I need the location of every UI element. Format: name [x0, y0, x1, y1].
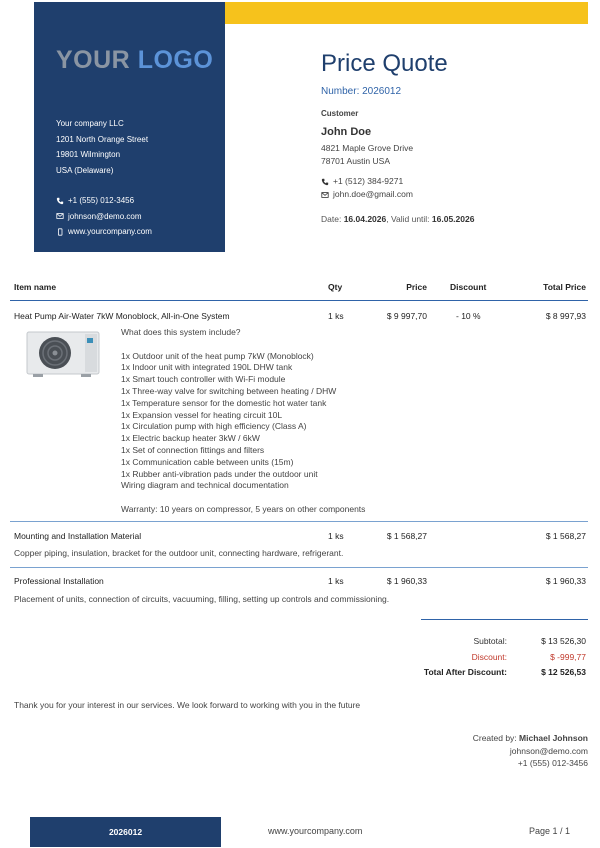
item-price: $ 1 568,27	[386, 531, 427, 541]
total-after-discount-value: $ 12 526,53	[541, 667, 586, 677]
customer-phone: +1 (512) 384-9271	[333, 176, 404, 186]
header-divider	[10, 300, 588, 301]
heat-pump-image	[25, 329, 103, 379]
created-by-label: Created by:	[472, 733, 520, 743]
document-title: Price Quote	[321, 50, 448, 77]
item-discount: - 10 %	[456, 311, 481, 321]
discount-value: $ -999,77	[550, 652, 586, 662]
item-qty: 1 ks	[328, 576, 344, 586]
company-phone-row	[56, 193, 152, 209]
item-description: Copper piping, insulation, bracket for the outdoor unit, connecting hardware, refrigerant.	[14, 548, 344, 558]
header-qty: Qty	[328, 282, 343, 292]
phone-icon	[321, 178, 329, 186]
company-web[interactable]: www.yourcompany.com	[68, 227, 152, 236]
company-phone: +1 (555) 012-3456	[68, 196, 135, 205]
customer-street: 4821 Maple Grove Drive	[321, 143, 414, 153]
header-discount: Discount	[450, 282, 487, 292]
page-indicator: Page 1 / 1	[528, 826, 570, 836]
item-name: Professional Installation	[14, 576, 104, 586]
mail-icon	[321, 191, 329, 199]
item-description: Placement of units, connection of circuits, vacuuming, filling, setting up controls and commissioning.	[14, 594, 390, 604]
company-city: 19801 Wilmington	[56, 150, 121, 159]
header-total: Total Price	[543, 282, 586, 292]
footer-website[interactable]: www.yourcompany.com	[268, 826, 363, 836]
company-country: USA (Delaware)	[56, 165, 114, 175]
totals-divider	[421, 619, 588, 620]
customer-email[interactable]: john.doe@gmail.com	[333, 189, 413, 199]
customer-address	[321, 142, 413, 167]
creator-name: Michael Johnson	[519, 733, 588, 743]
row-divider	[10, 567, 588, 568]
quote-dates: Date: 16.04.2026, Valid until: 16.05.2026	[321, 214, 475, 224]
subtotal-value: $ 13 526,30	[541, 636, 586, 646]
quote-valid-until: 16.05.2026	[431, 214, 475, 224]
header-price: Price	[406, 282, 427, 292]
row-divider	[10, 521, 588, 522]
item-qty: 1 ks	[328, 311, 344, 321]
item-total: $ 8 997,93	[545, 311, 586, 321]
company-address	[56, 116, 148, 178]
creator-email[interactable]: johnson@demo.com	[509, 745, 588, 756]
item-total: $ 1 960,33	[545, 576, 586, 586]
customer-phone-row	[321, 175, 413, 188]
header-item: Item name	[14, 282, 57, 292]
item-name: Mounting and Installation Material	[14, 531, 142, 541]
company-email-row	[56, 209, 152, 225]
company-street: 1201 North Orange Street	[56, 134, 149, 144]
thank-you-note: Thank you for your interest in our services. We look forward to working with you in the future	[14, 700, 361, 710]
company-contacts	[56, 193, 152, 240]
subtotal-label: Subtotal:	[473, 636, 507, 646]
company-email[interactable]: johnson@demo.com	[68, 211, 142, 221]
mail-icon	[56, 212, 64, 220]
item-price: $ 1 960,33	[386, 576, 427, 586]
customer-name: John Doe	[321, 126, 372, 138]
item-name: Heat Pump Air-Water 7kW Monoblock, All-in-One System	[14, 311, 230, 321]
company-logo: YOUR LOGO	[56, 46, 214, 74]
customer-label: Customer	[321, 109, 359, 118]
item-price: $ 9 997,70	[386, 311, 427, 321]
company-name: Your company LLC	[56, 119, 124, 128]
customer-contacts	[321, 175, 413, 201]
quote-number: Number: 2026012	[321, 86, 402, 97]
phone-icon	[56, 197, 64, 205]
company-panel	[34, 2, 225, 252]
mobile-icon	[56, 228, 64, 236]
item-total: $ 1 568,27	[545, 531, 586, 541]
customer-email-row	[321, 188, 413, 201]
total-after-discount-label: Total After Discount:	[423, 667, 507, 677]
item-qty: 1 ks	[328, 531, 344, 541]
item-description: What does this system include? 1x Outdoor unit of the heat pump 7kW (Monoblock) 1x Indoor unit with integrated 190L DHW tank 1x Smart touch controller with Wi-Fi module 1x Three-way valve for switching between heating / DHW 1x Temperature sensor for the domestic hot water tank 1x Expansion vessel for heating circuit 10L 1x Circulation pump with high efficiency (Class A) 1x Electric backup heater 3kW / 6kW 1x Set of connection fittings and filters 1x Communication cable between units (15m) 1x Rubber anti-vibration pads under the outdoor unit Wiring diagram and technical documentation Warranty: 10 years on compressor, 5 years on other components	[121, 327, 366, 514]
discount-label: Discount:	[471, 652, 507, 662]
created-by	[473, 732, 588, 770]
quote-date: 16.04.2026	[343, 214, 387, 224]
company-web-row	[56, 224, 152, 240]
customer-city: 78701 Austin USA	[321, 155, 390, 166]
footer-quote-number: 2026012	[30, 817, 221, 847]
creator-phone: +1 (555) 012-3456	[517, 758, 588, 768]
